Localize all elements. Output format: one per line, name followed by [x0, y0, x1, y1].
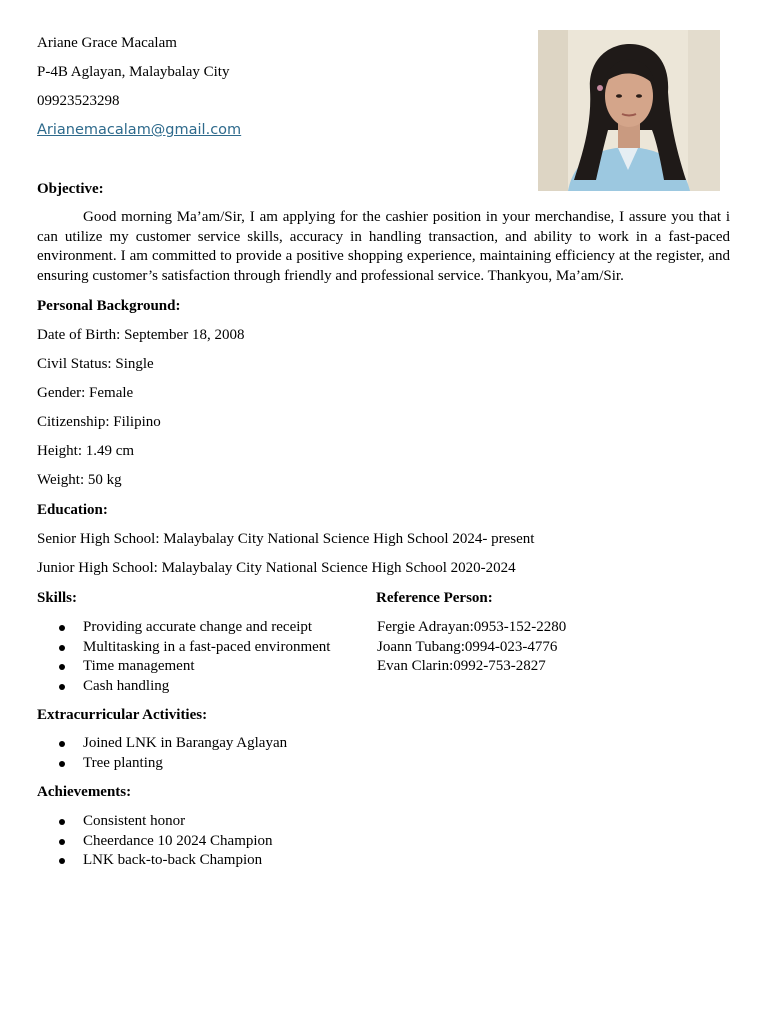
gender: Gender: Female	[37, 385, 134, 401]
list-item: Providing accurate change and receipt	[37, 618, 330, 638]
list-item: Time management	[37, 657, 330, 677]
objective-heading: Objective:	[37, 181, 104, 197]
reference-heading: Reference Person:	[376, 590, 493, 606]
senior-high-school: Senior High School: Malaybalay City National Science High School 2024- present	[37, 531, 535, 547]
reference-list	[377, 618, 566, 677]
list-item: LNK back-to-back Champion	[37, 851, 273, 871]
list-item: Joined LNK in Barangay Aglayan	[37, 734, 287, 754]
applicant-name: Ariane Grace Macalam	[37, 35, 177, 51]
applicant-phone: 09923523298	[37, 93, 120, 109]
list-item: Multitasking in a fast-paced environment	[37, 638, 330, 658]
date-of-birth: Date of Birth: September 18, 2008	[37, 327, 245, 343]
skills-list	[37, 618, 330, 696]
reference-item: Evan Clarin:0992-753-2827	[377, 658, 546, 674]
citizenship: Citizenship: Filipino	[37, 414, 161, 430]
applicant-email-link[interactable]: Arianemacalam@gmail.com	[37, 122, 242, 138]
reference-item: Joann Tubang:0994-023-4776	[377, 638, 558, 655]
list-item: Tree planting	[37, 754, 287, 774]
skills-heading: Skills:	[37, 590, 78, 606]
extracurricular-list	[37, 734, 287, 773]
junior-high-school: Junior High School: Malaybalay City National Science High School 2020-2024	[37, 560, 516, 576]
reference-item: Fergie Adrayan:0953-152-2280	[377, 619, 567, 635]
list-item: Cheerdance 10 2024 Champion	[37, 832, 273, 852]
education-heading: Education:	[37, 502, 108, 518]
height: Height: 1.49 cm	[37, 443, 135, 459]
list-item: Consistent honor	[37, 812, 273, 832]
applicant-address: P-4B Aglayan, Malaybalay City	[37, 64, 230, 80]
weight: Weight: 50 kg	[37, 472, 122, 488]
civil-status: Civil Status: Single	[37, 356, 154, 372]
achievements-list	[37, 812, 273, 871]
extracurricular-heading: Extracurricular Activities:	[37, 707, 208, 723]
achievements-heading: Achievements:	[37, 784, 132, 800]
list-item: Cash handling	[37, 677, 330, 697]
personal-background-heading: Personal Background:	[37, 298, 181, 314]
objective-text: Good morning Ma’am/Sir, I am applying for the cashier position in your merchandise, I assure you that i can utilize my customer service skills, accuracy in handling transaction, and ability to work in a fast-paced environment. I am committed to provide a positive shopping experience, maintaining efficiency at the register, and ensuring customer’s satisfaction through friendly and professional service. Thankyou, Ma’am/Sir.	[37, 209, 730, 284]
applicant-photo	[538, 30, 720, 191]
